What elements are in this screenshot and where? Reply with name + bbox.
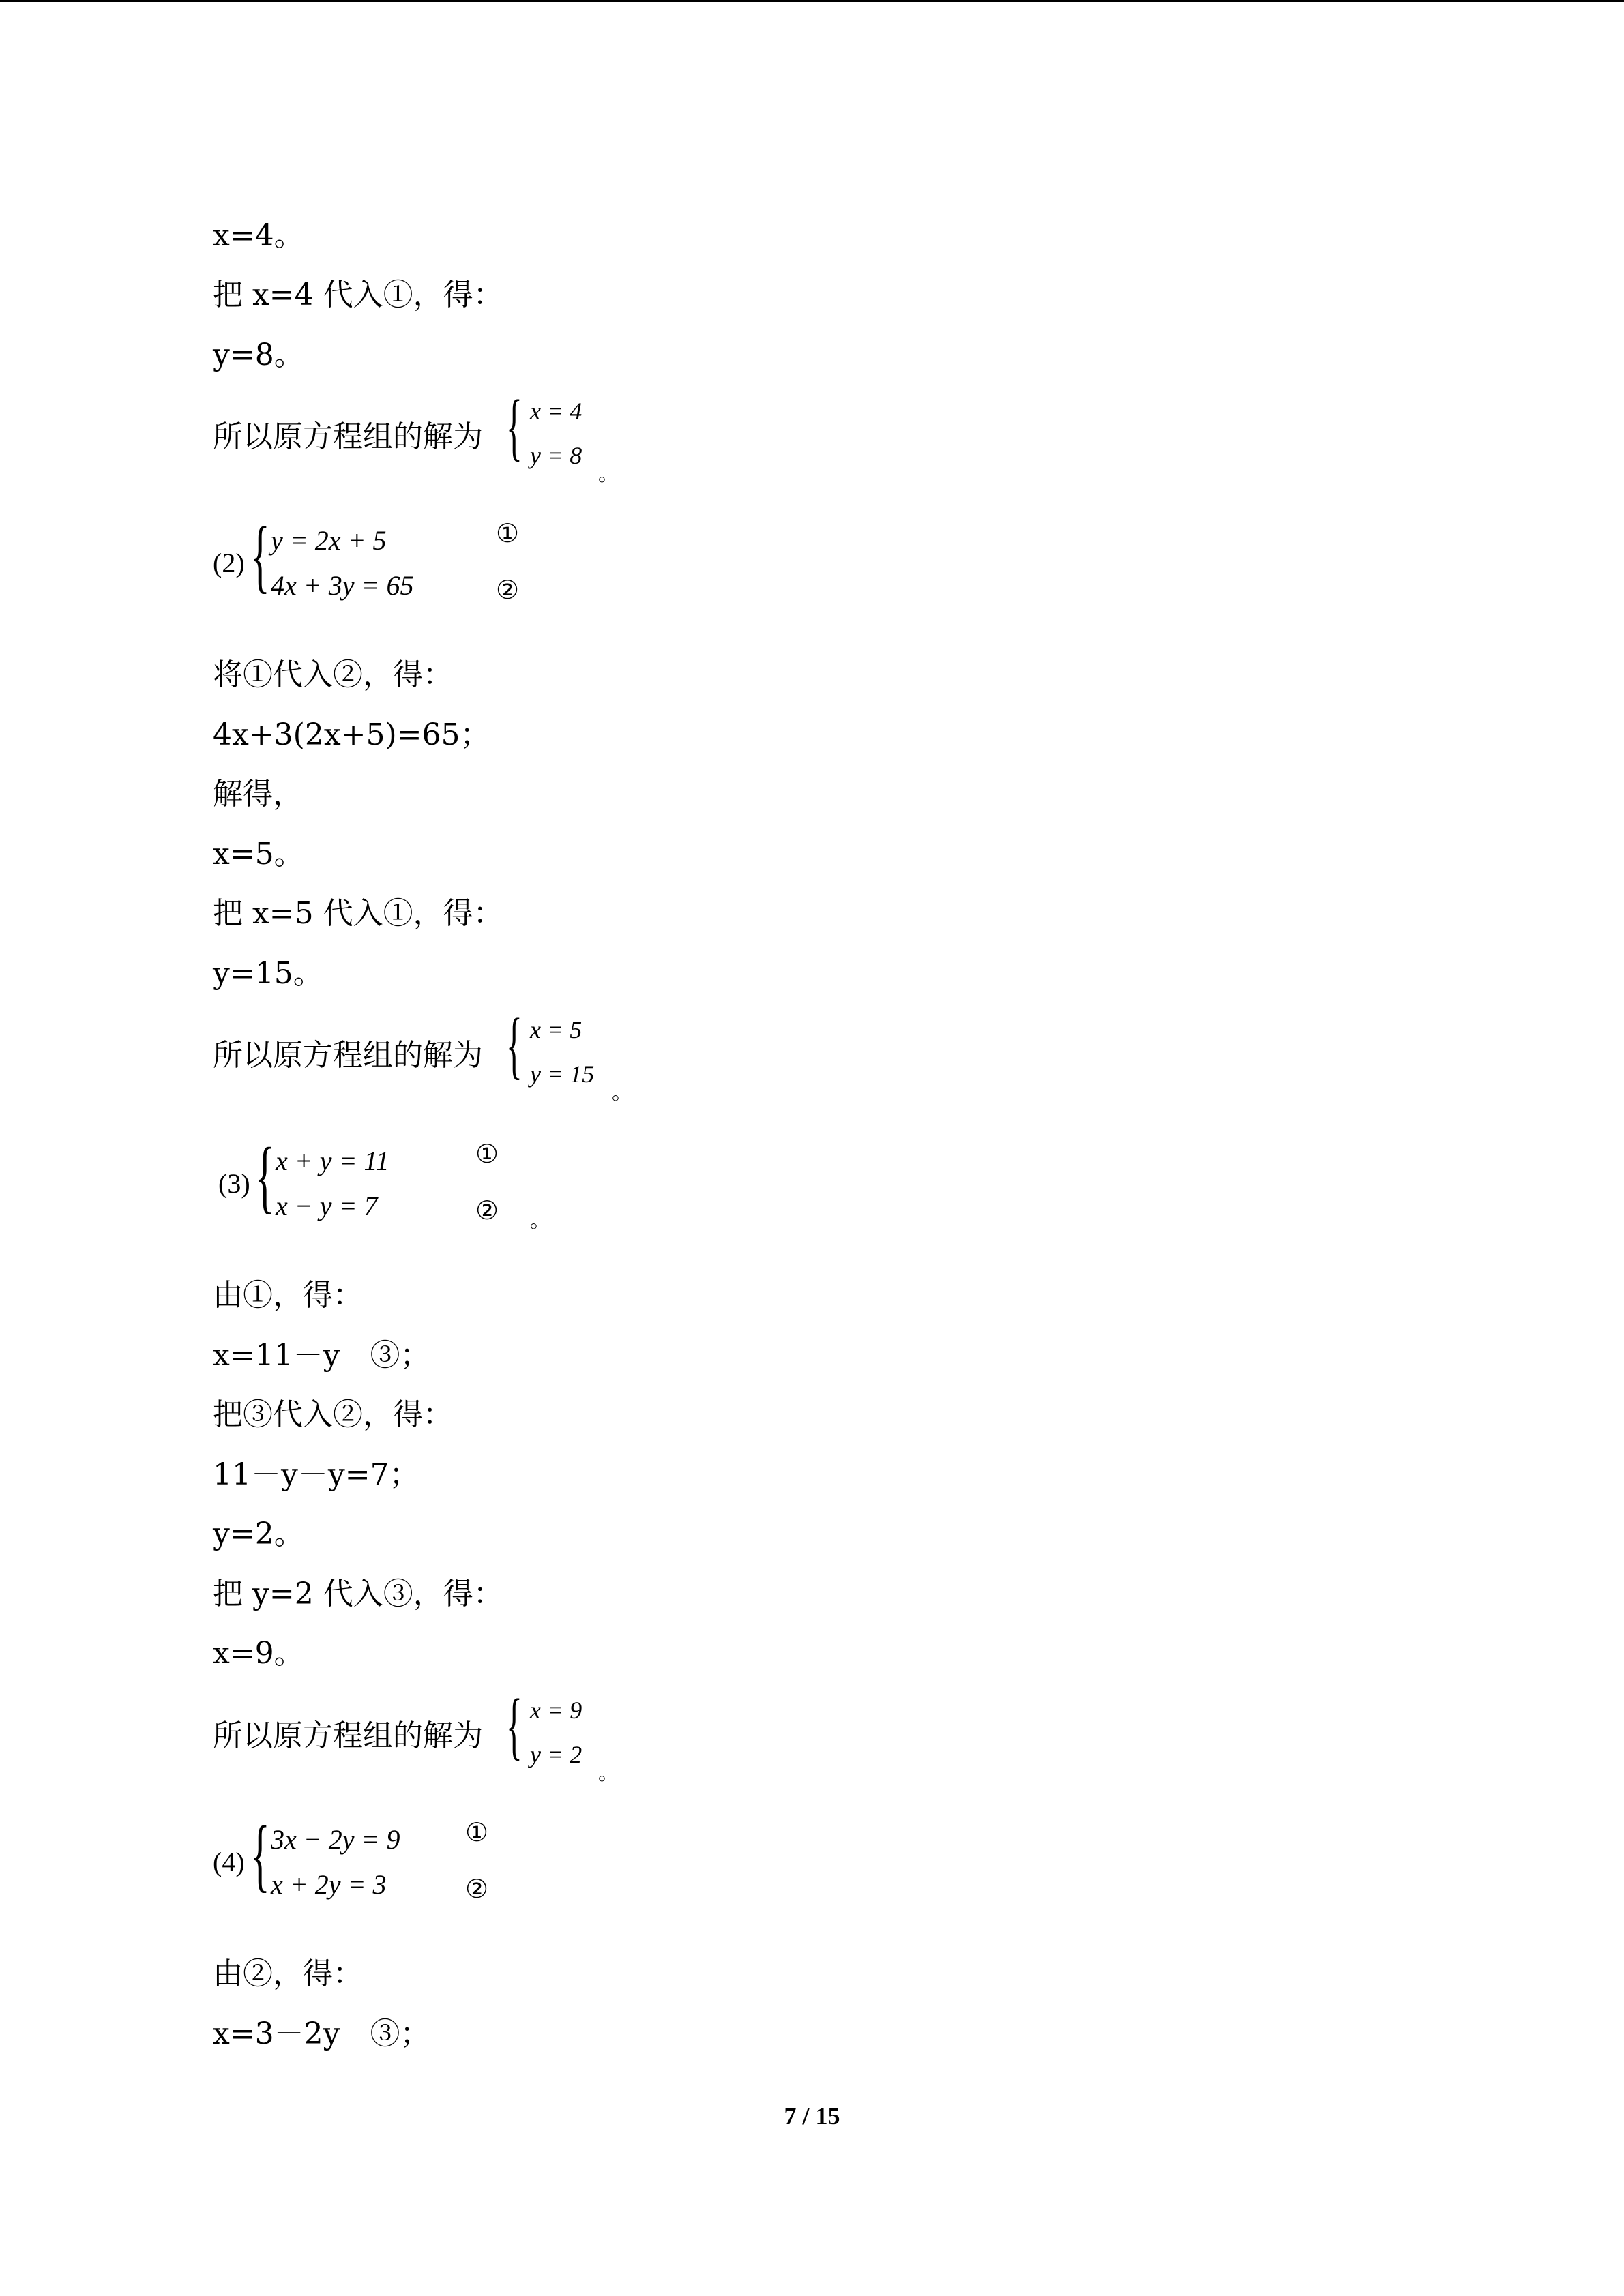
marker-2: ② [496, 575, 520, 605]
system-eq2: 4x + 3y = 65 [271, 570, 414, 601]
step-line: y=2。 [213, 1517, 304, 1551]
system-eq1: x + y = 11 [276, 1146, 389, 1176]
system-label: (3) [218, 1168, 250, 1199]
solution-eq1: x = 4 [530, 398, 582, 425]
brace-icon: { [506, 1684, 522, 1767]
period: 。 [598, 1761, 619, 1785]
step-line: 把 x=5 代入①，得： [213, 896, 503, 931]
solution-text: 所以原方程组的解为 [213, 1718, 483, 1753]
step-line: 由②，得： [213, 1956, 363, 1991]
system-eq1: 3x − 2y = 9 [271, 1824, 400, 1855]
marker-1: ① [496, 518, 520, 548]
step-line: x=11－y ③； [213, 1338, 430, 1373]
brace-icon: { [250, 510, 270, 601]
solution-eq1: x = 5 [530, 1016, 582, 1043]
marker-1: ① [465, 1817, 489, 1847]
page-number: 7 / 15 [784, 2102, 840, 2130]
step-line: 把③代入②，得： [213, 1397, 453, 1432]
step-line: x=5。 [213, 837, 304, 871]
system-eq1: y = 2x + 5 [271, 525, 387, 556]
solution-eq1: x = 9 [530, 1697, 582, 1724]
step-line: x=4。 [213, 218, 304, 253]
top-border [0, 0, 1624, 2]
brace-icon: { [255, 1131, 275, 1221]
step-line: y=8。 [213, 338, 304, 372]
step-line: 由①，得： [213, 1278, 363, 1313]
period: 。 [612, 1081, 632, 1105]
system-eq2: x + 2y = 3 [271, 1869, 387, 1900]
marker-1: ① [475, 1139, 499, 1169]
step-line: 4x+3(2x+5)=65； [213, 717, 490, 752]
system-eq2: x − y = 7 [276, 1191, 378, 1221]
solution-eq2: y = 2 [530, 1741, 582, 1768]
step-line: 11－y－y=7； [213, 1457, 419, 1492]
period: 。 [598, 462, 619, 486]
brace-icon: { [250, 1809, 270, 1900]
step-line: y=15。 [213, 956, 323, 991]
solution-eq2: y = 15 [530, 1060, 595, 1088]
brace-icon: { [506, 385, 522, 468]
step-line: 把 y=2 代入③，得： [213, 1577, 503, 1611]
step-line: x=9。 [213, 1636, 304, 1671]
solution-text: 所以原方程组的解为 [213, 1038, 483, 1073]
system-label: (2) [213, 548, 245, 578]
step-line: 将①代入②，得： [213, 657, 453, 692]
step-line: 把 x=4 代入①，得： [213, 278, 503, 312]
step-line: 解得， [213, 777, 303, 811]
system-label: (4) [213, 1847, 245, 1877]
brace-icon: { [506, 1003, 522, 1086]
marker-2: ② [475, 1195, 499, 1225]
solution-eq2: y = 8 [530, 442, 582, 469]
solution-text: 所以原方程组的解为 [213, 419, 483, 454]
period: 。 [530, 1209, 550, 1233]
step-line: x=3－2y ③； [213, 2016, 430, 2051]
marker-2: ② [465, 1874, 489, 1904]
